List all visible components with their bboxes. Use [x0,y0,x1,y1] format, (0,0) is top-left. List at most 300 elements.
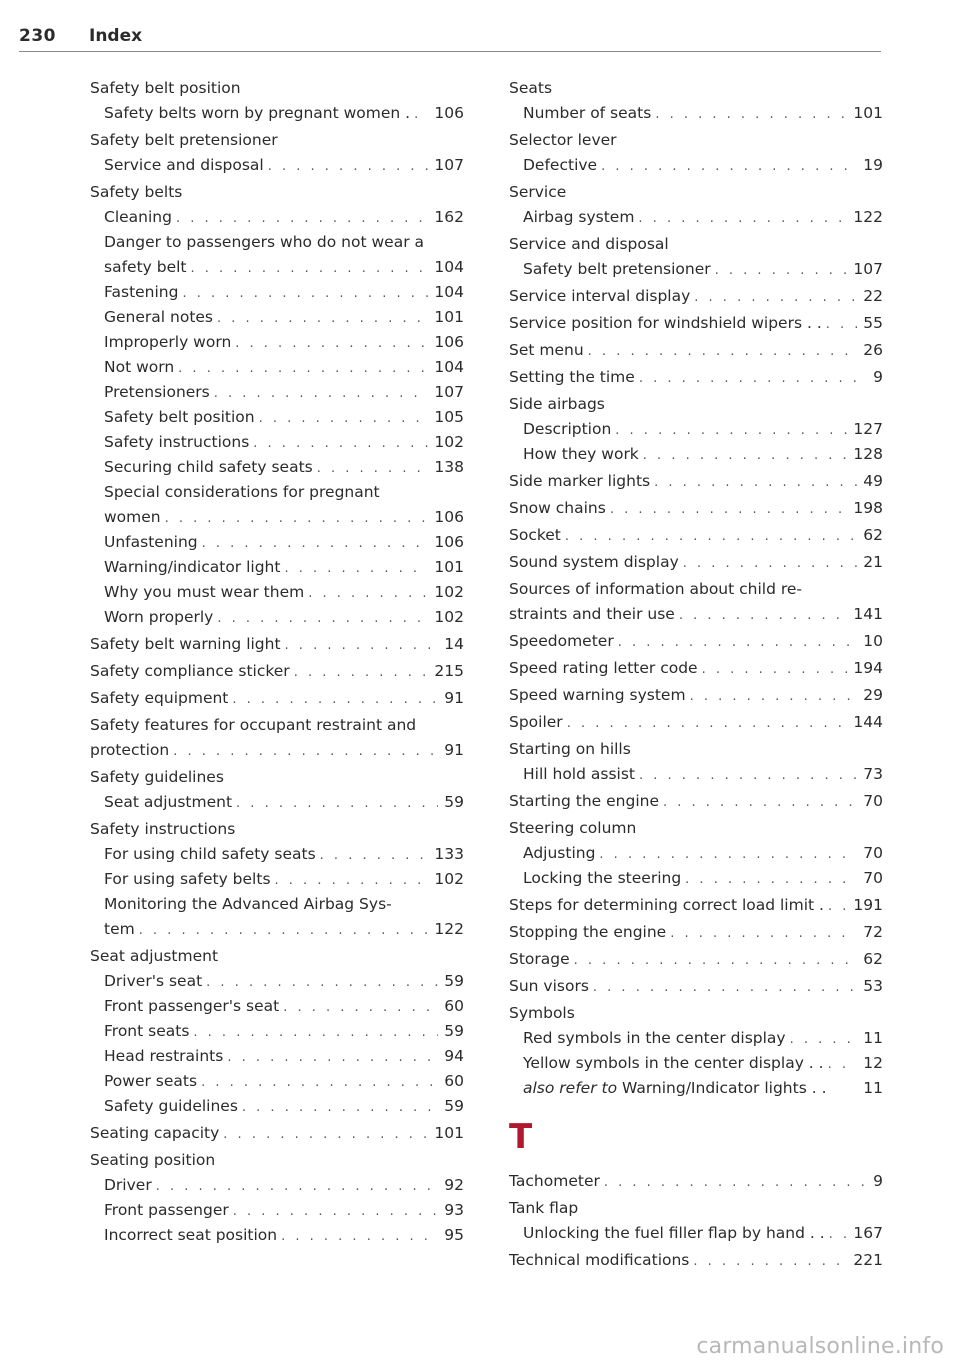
entry-text: Warning/indicator light [104,558,281,576]
leader-dots [565,524,857,549]
page-reference: 94 [444,1047,464,1065]
leader-dots [826,312,858,337]
leader-dots [217,606,428,631]
leader-dots [639,763,857,788]
index-subentry [90,305,464,330]
leader-dots [308,581,428,606]
entry-text: How they work [523,445,639,463]
entry-text: Description [523,420,612,438]
page-reference: 101 [853,104,883,122]
entry-text: Selector lever [509,131,617,149]
leader-dots [232,687,438,712]
index-entry [90,817,464,842]
entry-text: Cleaning [104,208,172,226]
page-reference: 191 [853,896,883,914]
index-subentry [90,892,464,917]
entry-text: Number of seats [523,104,652,122]
index-entry [90,944,464,969]
page-reference: 53 [863,977,883,995]
page-reference: 221 [853,1251,883,1269]
index-entry [90,713,464,738]
entry-text: Securing child safety seats [104,458,313,476]
index-entry [509,128,883,153]
page-reference: 70 [863,792,883,810]
header-divider [19,51,881,52]
cross-reference-prefix: also refer to [523,1079,618,1097]
index-subentry [90,480,464,505]
entry-text: straints and their use [509,605,675,623]
entry-text: Front passenger's seat [104,997,280,1015]
index-subentry [90,1069,464,1094]
entry-text: Adjusting [523,844,596,862]
index-subentry [90,1173,464,1198]
entry-text: Safety guidelines [104,1097,238,1115]
index-column-left [90,76,464,1248]
entry-text: Yellow symbols in the center display . . [523,1054,824,1072]
watermark: carmanualsonline.info [696,1334,944,1359]
entry-text: Sources of information about child re- [509,580,803,598]
leader-dots [193,1020,438,1045]
leader-dots [201,1070,438,1095]
entry-text: Seats [509,79,553,97]
leader-dots [414,102,428,127]
page-reference: 133 [434,845,464,863]
entry-text: Side airbags [509,395,605,413]
page-reference: 141 [853,605,883,623]
index-subentry [90,505,464,530]
entry-text: Safety instructions [104,433,250,451]
index-subentry [509,841,883,866]
index-entry [90,1121,464,1146]
entry-text: Sun visors [509,977,589,995]
page-reference: 10 [863,632,883,650]
index-subentry [509,1221,883,1246]
leader-dots [178,356,428,381]
page-reference: 101 [434,1124,464,1142]
index-letter-heading: T [509,1117,533,1157]
page-reference: 194 [853,659,883,677]
index-entry [509,710,883,735]
leader-dots [693,1249,847,1274]
index-entry [509,602,883,627]
index-subentry [90,867,464,892]
index-subentry [90,430,464,455]
index-entry [509,974,883,999]
entry-text: Seating capacity [90,1124,220,1142]
entry-text: Safety belt position [90,79,241,97]
page-reference: 11 [863,1079,883,1097]
leader-dots [829,1222,848,1247]
index-subentry [90,1044,464,1069]
index-entry [509,629,883,654]
page-reference: 59 [444,1022,464,1040]
leader-dots [284,556,428,581]
page-reference: 107 [853,260,883,278]
leader-dots [317,456,429,481]
leader-dots [176,206,428,231]
index-entry [509,737,883,762]
page-reference: 60 [444,1072,464,1090]
entry-text: safety belt [104,258,187,276]
entry-text: Front passenger [104,1201,229,1219]
leader-dots [236,791,438,816]
leader-dots [638,206,847,231]
page-reference: 198 [853,499,883,517]
leader-dots [639,366,867,391]
leader-dots [320,843,429,868]
index-subentry [509,101,883,126]
entry-text: Safety belt pretensioner [90,131,278,149]
entry-text: Head restraints [104,1047,224,1065]
leader-dots [702,657,848,682]
page-reference: 72 [863,923,883,941]
index-subentry [90,330,464,355]
entry-text: Defective [523,156,598,174]
index-entry [90,659,464,684]
leader-dots [567,711,848,736]
entry-text: Unlocking the fuel filler flap by hand . . [523,1224,825,1242]
leader-dots [294,660,429,685]
leader-dots [790,1027,858,1052]
entry-text: Special considerations for pregnant [104,483,380,501]
section-title: Index [89,26,143,46]
entry-text: Storage [509,950,570,968]
entry-text: Airbag system [523,208,635,226]
entry-text: Safety belt pretensioner [523,260,711,278]
index-entry [90,632,464,657]
index-entry [509,947,883,972]
page-reference: 167 [853,1224,883,1242]
index-entry [509,920,883,945]
leader-dots [599,842,857,867]
leader-dots [694,285,857,310]
index-entry [509,683,883,708]
page-reference: 11 [863,1029,883,1047]
leader-dots [139,918,429,943]
index-subentry [90,280,464,305]
leader-dots [828,894,847,919]
index-entry [509,311,883,336]
leader-dots [588,339,858,364]
entry-text: Not worn [104,358,175,376]
page-header [19,26,881,54]
page-number: 230 [19,26,56,46]
index-subentry [90,405,464,430]
index-subentry [509,417,883,442]
page-reference: 59 [444,793,464,811]
leader-dots [654,470,857,495]
entry-text: Service and disposal [104,156,264,174]
leader-dots [670,921,857,946]
page-reference: 12 [863,1054,883,1072]
entry-text: protection [90,741,170,759]
page-reference: 59 [444,1097,464,1115]
entry-text: Monitoring the Advanced Airbag Sys- [104,895,392,913]
page-reference: 128 [853,445,883,463]
entry-text: Power seats [104,1072,198,1090]
page-reference: 19 [863,156,883,174]
entry-text: Service [509,183,567,201]
leader-dots [828,1052,858,1077]
index-entry [509,1169,883,1194]
entry-text: Driver [104,1176,152,1194]
entry-text: tem [104,920,135,938]
entry-text: Red symbols in the center display [523,1029,786,1047]
index-subentry [90,205,464,230]
index-subentry [90,917,464,942]
entry-text: For using safety belts [104,870,271,888]
index-subentry [90,842,464,867]
index-entry [509,893,883,918]
leader-dots [223,1122,428,1147]
index-entry [90,76,464,101]
page-reference: 29 [863,686,883,704]
page-reference: 215 [434,662,464,680]
index-subentry [90,255,464,280]
leader-dots [233,1199,439,1224]
index-subentry [90,1198,464,1223]
leader-dots [182,281,428,306]
index-entry [90,765,464,790]
page-reference: 104 [434,283,464,301]
entry-text: Safety guidelines [90,768,224,786]
entry-text: Speedometer [509,632,614,650]
page-reference: 92 [444,1176,464,1194]
leader-dots [618,630,858,655]
index-subentry [90,153,464,178]
page-reference: 127 [853,420,883,438]
entry-text: Front seats [104,1022,190,1040]
page-reference: 122 [853,208,883,226]
leader-dots [679,603,848,628]
leader-dots [604,1170,867,1195]
index-entry [90,128,464,153]
leader-dots [285,633,439,658]
index-entry [509,180,883,205]
entry-text: Symbols [509,1004,575,1022]
index-entry [509,496,883,521]
leader-dots [683,551,858,576]
entry-text: Service and disposal [509,235,669,253]
page-reference: 9 [873,368,883,386]
index-subentry [90,1094,464,1119]
index-subentry [509,442,883,467]
leader-dots [235,331,428,356]
page-reference: 106 [434,533,464,551]
leader-dots [202,531,429,556]
entry-text: Tank flap [509,1199,579,1217]
index-entry [90,1148,464,1173]
entry-text: Locking the steering [523,869,682,887]
page-reference: 70 [863,869,883,887]
page-reference: 102 [434,870,464,888]
leader-dots [610,497,848,522]
index-subentry [90,455,464,480]
page-reference: 93 [444,1201,464,1219]
leader-dots [655,102,847,127]
leader-dots [643,443,848,468]
index-subentry [509,205,883,230]
index-subentry [509,762,883,787]
leader-dots [574,948,858,973]
page-reference: 21 [863,553,883,571]
entry-text: Why you must wear them [104,583,305,601]
index-subentry [90,580,464,605]
index-entry [509,1248,883,1273]
leader-dots [191,256,429,281]
index-entry [509,469,883,494]
index-entry [90,738,464,763]
leader-dots [214,381,429,406]
entry-text: Seat adjustment [104,793,233,811]
entry-text: Seat adjustment [90,947,219,965]
entry-text: Steps for determining correct load limit . [509,896,824,914]
index-entry [509,232,883,257]
index-entry [509,1196,883,1221]
leader-dots [206,970,438,995]
index-entry [509,392,883,417]
page-reference: 144 [853,713,883,731]
entry-text: Spoiler [509,713,563,731]
page-reference: 138 [434,458,464,476]
leader-dots [690,684,858,709]
index-entry [509,284,883,309]
page-reference: 101 [434,558,464,576]
page-reference: 70 [863,844,883,862]
leader-dots [281,1224,438,1249]
leader-dots [615,418,847,443]
leader-dots [227,1045,438,1070]
index-entry [509,577,883,602]
index-entry [509,656,883,681]
page-reference: 106 [434,333,464,351]
index-subentry [509,153,883,178]
page-reference: 122 [434,920,464,938]
entry-text: Snow chains [509,499,606,517]
entry-text: women [104,508,161,526]
leader-dots [685,867,857,892]
cross-reference-target: Warning/Indicator lights . . [617,1079,827,1097]
entry-text: Safety belts worn by pregnant women . [104,104,411,122]
index-subentry [90,994,464,1019]
index-subentry [90,969,464,994]
index-entry [509,789,883,814]
leader-dots [242,1095,438,1120]
page-reference: 102 [434,433,464,451]
page-reference: 95 [444,1226,464,1244]
page-reference: 102 [434,583,464,601]
index-subentry [90,1223,464,1248]
leader-dots [165,506,429,531]
entry-text: Socket [509,526,561,544]
entry-text: Hill hold assist [523,765,635,783]
index-subentry [90,790,464,815]
entry-text: Safety equipment [90,689,229,707]
page-reference: 9 [873,1172,883,1190]
index-subentry [90,230,464,255]
page-reference: 91 [444,741,464,759]
entry-text: Danger to passengers who do not wear a [104,233,424,251]
entry-text: Speed warning system [509,686,686,704]
page-reference: 73 [863,765,883,783]
leader-dots [593,975,857,1000]
entry-text: Safety belt warning light [90,635,281,653]
leader-dots [156,1174,439,1199]
leader-dots [253,431,428,456]
index-entry [509,338,883,363]
entry-text: Unfastening [104,533,198,551]
entry-text: Service interval display [509,287,691,305]
entry-text: Set menu [509,341,584,359]
index-column-right [509,76,883,1273]
leader-dots [283,995,438,1020]
page-reference: 22 [863,287,883,305]
entry-text: Seating position [90,1151,216,1169]
page-reference: 91 [444,689,464,707]
page-reference: 55 [863,314,883,332]
index-subentry [509,866,883,891]
page-reference: 49 [863,472,883,490]
index-entry [509,550,883,575]
page-reference: 107 [434,156,464,174]
page-reference: 62 [863,950,883,968]
entry-text: Technical modifications [509,1251,690,1269]
index-entry [509,816,883,841]
entry-text: Safety compliance sticker [90,662,290,680]
page-reference: 26 [863,341,883,359]
entry-text: Steering column [509,819,637,837]
index-subentry [509,1051,883,1076]
leader-dots [259,406,429,431]
entry-text: Improperly worn [104,333,232,351]
page-reference: 106 [434,104,464,122]
entry-text: Setting the time [509,368,635,386]
entry-text: Driver's seat [104,972,203,990]
page-reference: 102 [434,608,464,626]
index-subentry [509,257,883,282]
page-reference: 101 [434,308,464,326]
entry-text [523,1076,831,1101]
index-subentry [90,101,464,126]
entry-text: Side marker lights [509,472,651,490]
entry-text: Speed rating letter code [509,659,698,677]
index-subentry [509,1026,883,1051]
leader-dots [601,154,857,179]
entry-text: Incorrect seat position [104,1226,278,1244]
page-reference: 162 [434,208,464,226]
entry-text: Fastening [104,283,179,301]
page-reference: 59 [444,972,464,990]
page-reference: 104 [434,358,464,376]
entry-text: Safety belts [90,183,183,201]
entry-text: Tachometer [509,1172,600,1190]
entry-text: Safety features for occupant restraint and [90,716,417,734]
index-subentry [509,1076,883,1101]
page-reference: 104 [434,258,464,276]
leader-dots [663,790,857,815]
index-entry [509,1001,883,1026]
index-subentry [90,530,464,555]
entry-text: Safety instructions [90,820,236,838]
index-subentry [90,380,464,405]
page-reference: 105 [434,408,464,426]
index-subentry [90,555,464,580]
index-entry [90,686,464,711]
index-entry [509,523,883,548]
page-reference: 14 [444,635,464,653]
entry-text: For using child safety seats [104,845,316,863]
entry-text: General notes [104,308,214,326]
